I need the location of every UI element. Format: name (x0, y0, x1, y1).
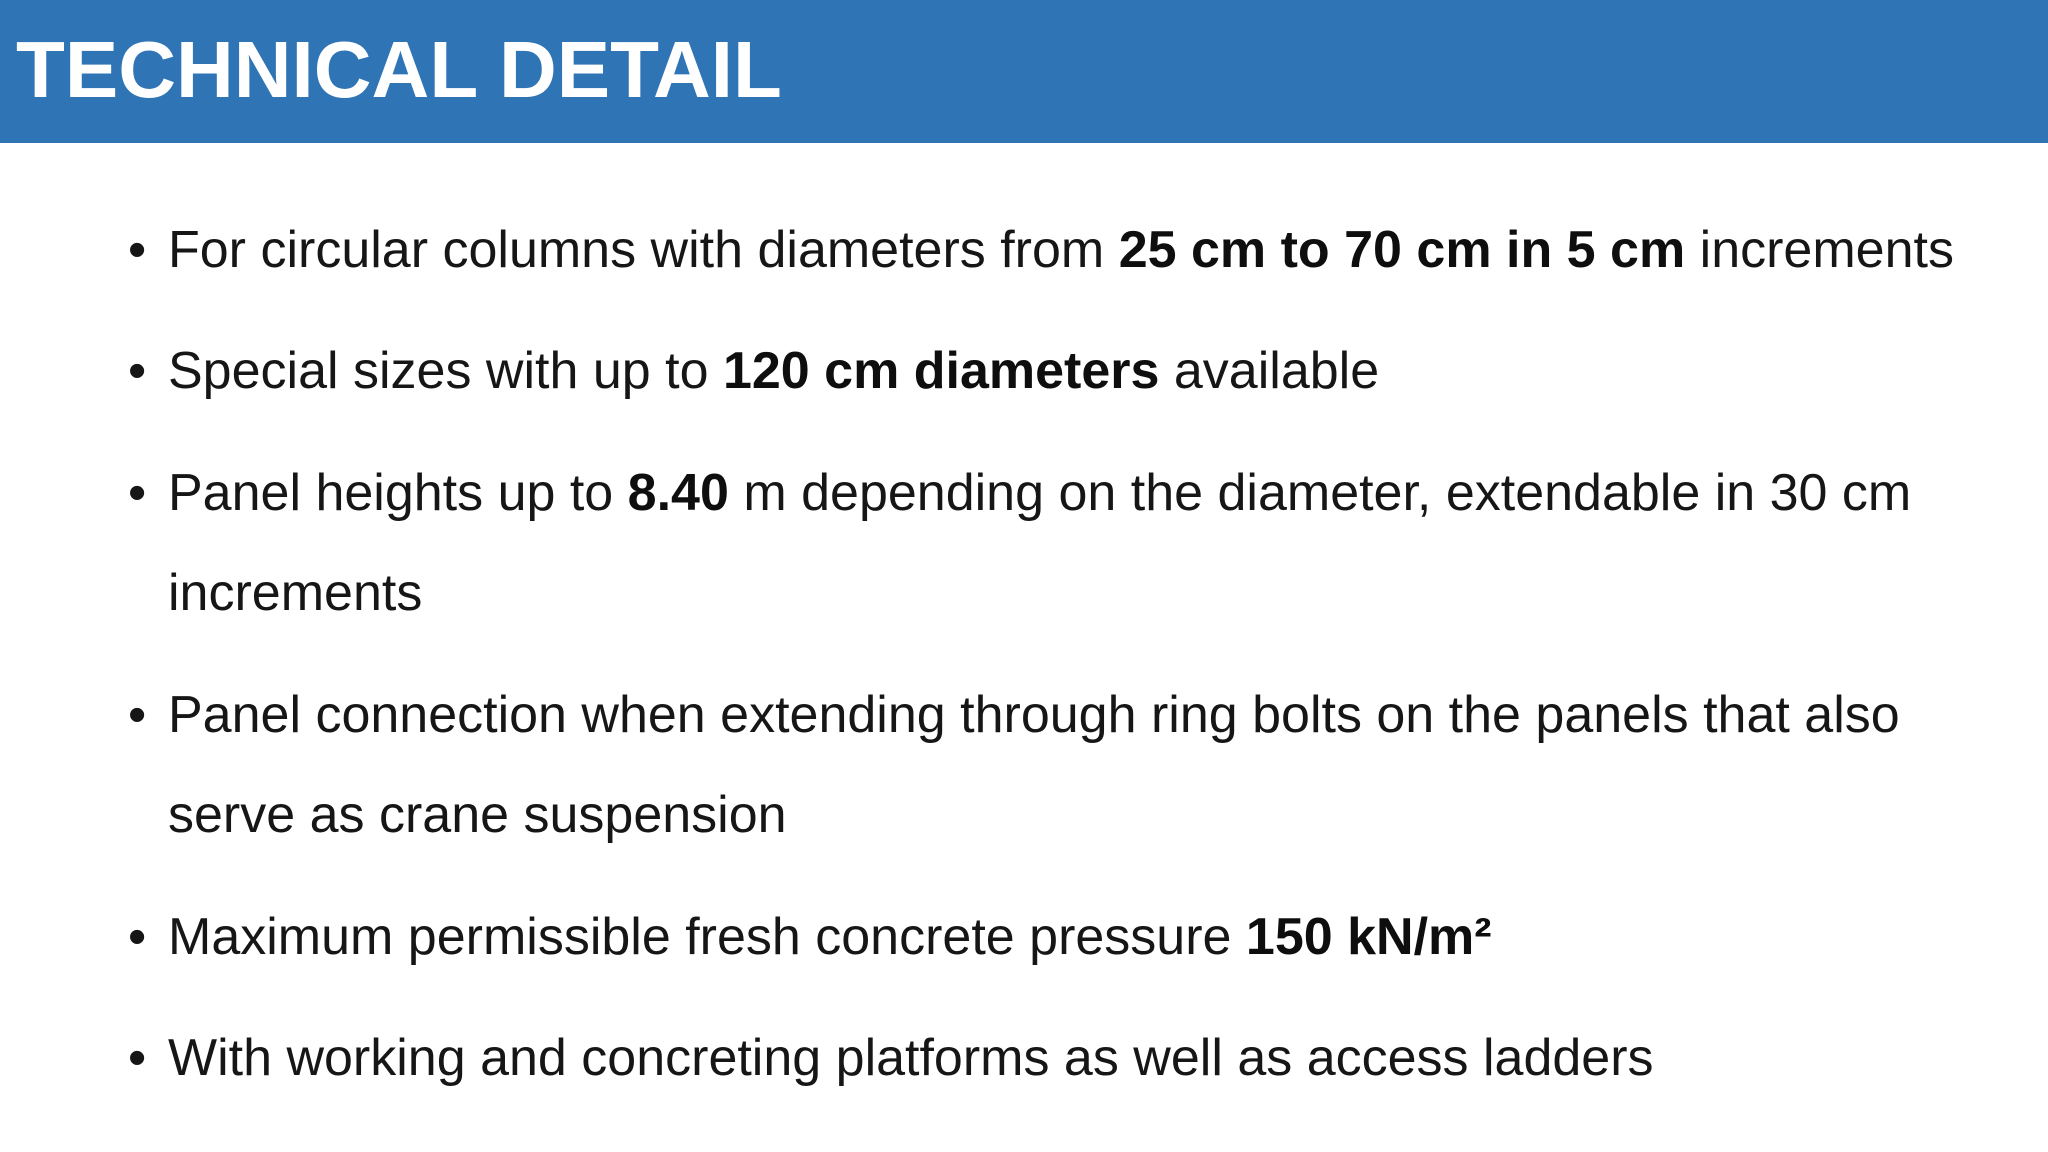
bullet-icon: • (128, 1029, 147, 1087)
bullet-text-part: Special sizes with up to (168, 342, 723, 400)
bullet-item-concrete-pressure (128, 887, 2033, 987)
bullet-emphasis: 150 kN/m² (1245, 908, 1492, 966)
bullet-item-special-sizes (128, 321, 2033, 421)
bullet-text-part: m depending on the diameter, extendable in 30 cm increments (168, 464, 1912, 622)
bullet-text (168, 321, 2033, 421)
bullet-text (168, 1008, 2033, 1108)
bullet-text-part: Panel heights up to (168, 464, 628, 522)
bullet-text (168, 887, 2033, 987)
slide-title: TECHNICAL DETAIL (16, 25, 782, 114)
bullet-item-panel-connection (128, 665, 2033, 865)
bullet-text-part: increments (1685, 221, 1954, 279)
bullet-text-part: Panel connection when extending through ring bolts on the panels that also serve as crane suspension (168, 686, 1900, 844)
bullet-text-part: Maximum permissible fresh concrete pressure (168, 908, 1246, 966)
bullet-emphasis: 120 cm diameters (722, 342, 1160, 400)
bullet-item-diameter-range (128, 200, 2033, 300)
bullet-icon: • (128, 908, 147, 966)
bullet-text-part: available (1159, 342, 1380, 400)
bullet-emphasis: 25 cm to 70 cm in 5 cm (1118, 221, 1686, 279)
bullet-text-part: With working and concreting platforms as well as access ladders (168, 1029, 1654, 1087)
bullet-text (168, 443, 2033, 643)
bullet-text-part: For circular columns with diameters from (168, 221, 1119, 279)
bullet-item-platforms (128, 1008, 2033, 1108)
bullet-text (168, 200, 2033, 300)
bullet-item-panel-heights (128, 443, 2033, 643)
bullet-text (168, 665, 2033, 865)
bullet-emphasis: 8.40 (627, 464, 729, 522)
bullet-icon: • (128, 342, 147, 400)
bullet-icon: • (128, 221, 147, 279)
bullet-icon: • (128, 686, 147, 744)
bullet-icon: • (128, 464, 147, 522)
